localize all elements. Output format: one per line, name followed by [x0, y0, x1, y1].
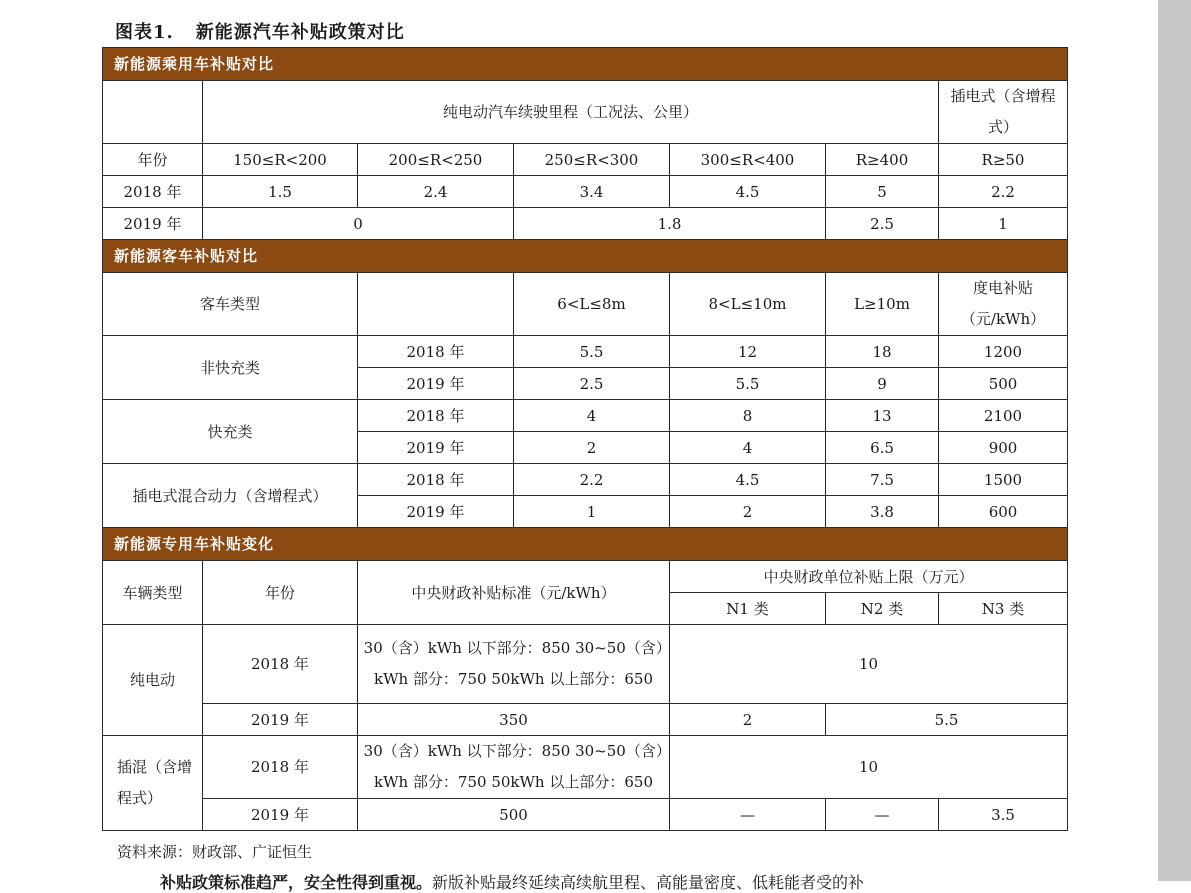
- figure-title: [115, 18, 405, 44]
- length-header: L≥10m: [826, 273, 939, 336]
- value-cell: 6.5: [826, 432, 939, 464]
- value-cell: 12: [670, 336, 826, 368]
- year-header: 年份: [203, 561, 358, 625]
- year-cell: 2019 年: [358, 496, 514, 528]
- value-cell: 900: [939, 432, 1068, 464]
- year-cell: 2018 年: [358, 336, 514, 368]
- year-cell: 2018 年: [203, 625, 358, 704]
- value-cell: 1.5: [203, 176, 358, 208]
- value-cell: 2: [670, 704, 826, 736]
- subsidy-cap-header: 中央财政单位补贴上限（万元）: [670, 561, 1068, 593]
- bus-type-cell: 非快充类: [103, 336, 358, 400]
- empty-header-cell: [103, 81, 203, 144]
- paragraph-lead: 补贴政策标准趋严，安全性得到重视。: [160, 873, 433, 892]
- value-cell: 2.5: [514, 368, 670, 400]
- section-header-passenger: 新能源乘用车补贴对比: [103, 48, 1068, 81]
- figure-number: 图表1.: [115, 22, 174, 43]
- subsidy-standard-cell: 350: [358, 704, 670, 736]
- range-header: 300≤R<400: [670, 144, 826, 176]
- value-cell: 4: [670, 432, 826, 464]
- table-row: [103, 704, 1068, 736]
- value-cell: 0: [203, 208, 514, 240]
- vehicle-type-cell: 纯电动: [103, 625, 203, 736]
- table-row: [103, 400, 1068, 432]
- table-row: [103, 336, 1068, 368]
- value-cell: 8: [670, 400, 826, 432]
- range-header: 250≤R<300: [514, 144, 670, 176]
- empty-header-cell: [358, 273, 514, 336]
- source-note: 资料来源：财政部、广证恒生: [117, 843, 313, 861]
- range-header: 150≤R<200: [203, 144, 358, 176]
- value-cell: 9: [826, 368, 939, 400]
- value-cell: 5.5: [670, 368, 826, 400]
- value-cell: 2.4: [358, 176, 514, 208]
- year-cell: 2019 年: [203, 799, 358, 831]
- bus-type-cell: 插电式混合动力（含增程式）: [103, 464, 358, 528]
- vertical-scrollbar[interactable]: [1158, 0, 1191, 881]
- value-cell: 2: [670, 496, 826, 528]
- phev-header: 插电式（含增程式）: [939, 81, 1068, 144]
- bev-range-group-header: 纯电动汽车续驶里程（工况法、公里）: [203, 81, 939, 144]
- subsidy-standard-cell: 30（含）kWh 以下部分：850 30~50（含）kWh 部分：750 50kWh 以上部分：650: [358, 625, 670, 704]
- year-cell: 2018 年: [103, 176, 203, 208]
- range-header: 200≤R<250: [358, 144, 514, 176]
- subsidy-policy-table: [102, 47, 1068, 831]
- year-header: 年份: [103, 144, 203, 176]
- value-cell: 7.5: [826, 464, 939, 496]
- paragraph-text: 新版补贴最终延续高续航里程、高能量密度、低耗能者受的补: [432, 873, 865, 892]
- value-cell: 4.5: [670, 176, 826, 208]
- range-header: R≥400: [826, 144, 939, 176]
- value-cell: 1.8: [514, 208, 826, 240]
- kwh-subsidy-header: 度电补贴（元/kWh）: [939, 273, 1068, 336]
- value-cell: 3.4: [514, 176, 670, 208]
- value-cell: 4.5: [670, 464, 826, 496]
- value-cell: 2: [514, 432, 670, 464]
- year-cell: 2019 年: [358, 368, 514, 400]
- year-cell: 2018 年: [358, 400, 514, 432]
- table-row: [103, 208, 1068, 240]
- value-cell: 2.2: [939, 176, 1068, 208]
- value-cell: —: [670, 799, 826, 831]
- value-cell: 1200: [939, 336, 1068, 368]
- year-cell: 2019 年: [103, 208, 203, 240]
- figure-caption: 新能源汽车补贴政策对比: [195, 22, 405, 43]
- value-cell: 2100: [939, 400, 1068, 432]
- value-cell: 18: [826, 336, 939, 368]
- class-header: N1 类: [670, 593, 826, 625]
- vehicle-type-cell: 插混（含增程式）: [103, 736, 203, 831]
- section-header-special: 新能源专用车补贴变化: [103, 528, 1068, 561]
- value-cell: 13: [826, 400, 939, 432]
- year-cell: 2019 年: [203, 704, 358, 736]
- range-header: R≥50: [939, 144, 1068, 176]
- value-cell: 5.5: [826, 704, 1068, 736]
- body-paragraph: [160, 870, 864, 893]
- value-cell: 1: [939, 208, 1068, 240]
- vehicle-type-header: 车辆类型: [103, 561, 203, 625]
- value-cell: 5: [826, 176, 939, 208]
- subsidy-cap-cell: 10: [670, 625, 1068, 704]
- value-cell: 600: [939, 496, 1068, 528]
- subsidy-standard-header: 中央财政补贴标准（元/kWh）: [358, 561, 670, 625]
- length-header: 6<L≤8m: [514, 273, 670, 336]
- subsidy-cap-cell: 10: [670, 736, 1068, 799]
- class-header: N3 类: [939, 593, 1068, 625]
- value-cell: —: [826, 799, 939, 831]
- bus-type-cell: 快充类: [103, 400, 358, 464]
- value-cell: 3.5: [939, 799, 1068, 831]
- value-cell: 3.8: [826, 496, 939, 528]
- table-row: [103, 464, 1068, 496]
- table-row: [103, 736, 1068, 799]
- subsidy-standard-cell: 500: [358, 799, 670, 831]
- value-cell: 1500: [939, 464, 1068, 496]
- value-cell: 2.5: [826, 208, 939, 240]
- bus-type-header: 客车类型: [103, 273, 358, 336]
- value-cell: 1: [514, 496, 670, 528]
- table-row: [103, 176, 1068, 208]
- value-cell: 500: [939, 368, 1068, 400]
- year-cell: 2018 年: [358, 464, 514, 496]
- length-header: 8<L≤10m: [670, 273, 826, 336]
- subsidy-standard-cell: 30（含）kWh 以下部分：850 30~50（含）kWh 部分：750 50kWh 以上部分：650: [358, 736, 670, 799]
- table-row: [103, 799, 1068, 831]
- year-cell: 2019 年: [358, 432, 514, 464]
- table-row: [103, 625, 1068, 704]
- section-header-bus: 新能源客车补贴对比: [103, 240, 1068, 273]
- value-cell: 5.5: [514, 336, 670, 368]
- class-header: N2 类: [826, 593, 939, 625]
- year-cell: 2018 年: [203, 736, 358, 799]
- value-cell: 2.2: [514, 464, 670, 496]
- value-cell: 4: [514, 400, 670, 432]
